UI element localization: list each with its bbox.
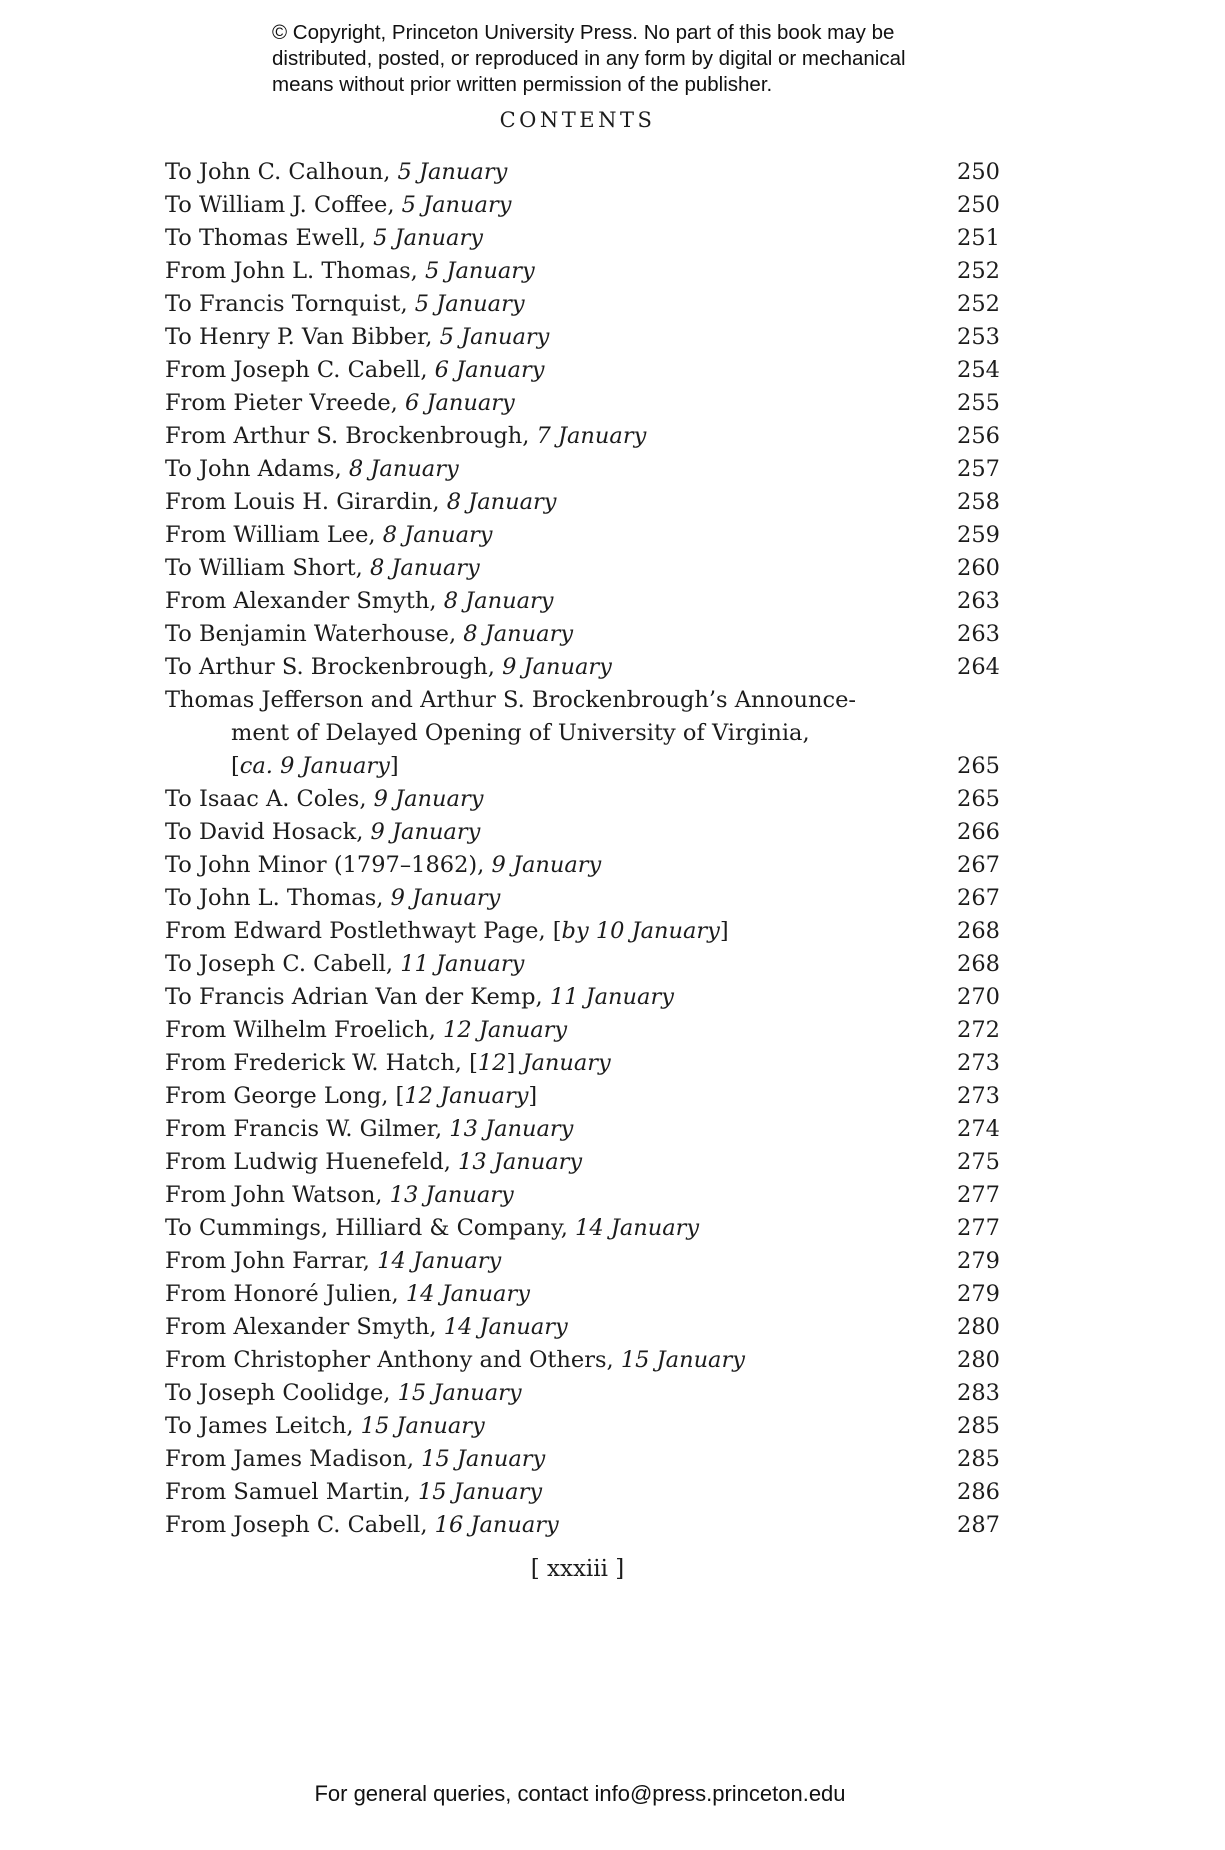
toc-entry-page: 267 [957, 852, 1000, 878]
toc-entry-page: 257 [957, 456, 1000, 482]
toc-entry-date: 15 January [360, 1413, 485, 1439]
toc-entry-announcement [165, 684, 1000, 783]
toc-entry-date: 8 January [443, 588, 554, 614]
toc-entry [165, 1443, 1000, 1476]
footer-contact: For general queries, contact info@press.princeton.edu [314, 1781, 846, 1806]
toc-entry: From Edward Postlethwayt Page, [by 10 January] 268 [165, 915, 1000, 948]
toc-entry [165, 552, 1000, 585]
toc-entry-title: From Pieter Vreede, [165, 390, 405, 416]
toc-entry-page: 277 [957, 1215, 1000, 1241]
toc-entry-date: 13 January [458, 1149, 583, 1175]
toc-entry-date: 12 [477, 1050, 507, 1076]
toc-entry [165, 519, 1000, 552]
toc-entry-title: From Arthur S. Brockenbrough, [165, 423, 537, 449]
toc-entry-page: 280 [957, 1314, 1000, 1340]
toc-entry-page: 256 [957, 423, 1000, 449]
toc-entry-date: 9 January [502, 654, 612, 680]
toc-entry-page: 268 [957, 918, 1000, 944]
toc-entry-date: 6 January [434, 357, 545, 383]
toc-entry-title: Thomas Jefferson and Arthur S. Brockenbrough’s Announce- [165, 687, 857, 713]
toc-entry-page: 279 [957, 1281, 1000, 1307]
toc-entry-page: 263 [957, 621, 1000, 647]
table-of-contents [165, 156, 1000, 1542]
toc-entry [165, 1245, 1000, 1278]
toc-entry-title: From Frederick W. Hatch, [ [165, 1050, 478, 1076]
toc-entry-page: 260 [957, 555, 1000, 581]
toc-entry-title: To John Minor (1797–1862), [165, 852, 492, 878]
toc-entry [165, 1179, 1000, 1212]
toc-entry-title: To Thomas Ewell, [165, 225, 374, 251]
toc-entry-page: 268 [957, 951, 1000, 977]
toc-entry-date: 15 January [417, 1479, 543, 1505]
toc-group [165, 1113, 1000, 1542]
toc-entry-date: 15 January [620, 1347, 745, 1373]
toc-entry [165, 816, 1000, 849]
toc-entry-page: 285 [957, 1446, 1000, 1472]
toc-entry-title: To Benjamin Waterhouse, [165, 621, 464, 647]
toc-entry-title: From George Long, [ [165, 1083, 405, 1109]
toc-entry-date: 11 January [400, 951, 525, 977]
toc-entry-page: 251 [957, 225, 1000, 251]
toc-entry [165, 486, 1000, 519]
toc-entry-date: 8 January [369, 555, 480, 581]
toc-entry [165, 1146, 1000, 1179]
toc-entry [165, 1311, 1000, 1344]
toc-entry-title: To John L. Thomas, [165, 885, 391, 911]
toc-entry [165, 1344, 1000, 1377]
toc-entry-title: From James Madison, [165, 1446, 422, 1472]
toc-entry-title: To Joseph C. Cabell, [165, 951, 401, 977]
toc-entry-page: 259 [957, 522, 1000, 548]
toc-entry [165, 1476, 1000, 1509]
toc-group [165, 948, 1000, 1047]
toc-entry [165, 651, 1000, 684]
toc-entry-date: 12 January [404, 1083, 529, 1109]
toc-entry-title: From Christopher Anthony and Others, [165, 1347, 621, 1373]
toc-entry-title: To William Short, [165, 555, 370, 581]
toc-entry-title: From Wilhelm Froelich, [165, 1017, 444, 1043]
toc-entry-title: From Samuel Martin, [165, 1479, 418, 1505]
toc-entry-title: From Edward Postlethwayt Page, [ [165, 918, 562, 944]
toc-entry: From George Long, [12 January] 273 [165, 1080, 1000, 1113]
toc-entry-page: 277 [957, 1182, 1000, 1208]
toc-entry-date: ca. 9 January [239, 753, 390, 779]
toc-entry-page: 252 [957, 291, 1000, 317]
toc-entry [165, 618, 1000, 651]
toc-entry-date: 9 January [491, 852, 602, 878]
toc-entry-date: 6 January [404, 390, 515, 416]
toc-entry-title: From Francis W. Gilmer, [165, 1116, 450, 1142]
toc-entry-title: From Honoré Julien, [165, 1281, 406, 1307]
toc-entry-title: To Isaac A. Coles, [165, 786, 374, 812]
toc-entry-page: 283 [957, 1380, 1000, 1406]
toc-entry [165, 882, 1000, 915]
toc-entry [165, 783, 1000, 816]
toc-entry-date: 14 January [377, 1248, 502, 1274]
toc-entry-page: 273 [957, 1083, 1000, 1109]
toc-entry-title: To John C. Calhoun, [165, 159, 398, 185]
toc-entry-title: To Cummings, Hilliard & Company, [165, 1215, 576, 1241]
toc-entry-page: 252 [957, 258, 1000, 284]
toc-entry-date: 14 January [575, 1215, 700, 1241]
toc-entry-page: 265 [957, 786, 1000, 812]
copyright-notice [272, 20, 972, 98]
toc-entry-page: 265 [957, 753, 1000, 779]
toc-entry-date: 5 January [414, 291, 525, 317]
toc-entry-date: 16 January [434, 1512, 559, 1538]
toc-entry-title: From Joseph C. Cabell, [165, 1512, 435, 1538]
toc-group [165, 156, 1000, 684]
toc-entry-date: 8 January [382, 522, 493, 548]
toc-entry [165, 981, 1000, 1014]
toc-entry-page: 254 [957, 357, 1000, 383]
toc-group [165, 783, 1000, 915]
toc-entry [165, 1377, 1000, 1410]
toc-entry-date-line: [ca. 9 January] [231, 753, 399, 779]
toc-entry [165, 255, 1000, 288]
toc-entry [165, 1014, 1000, 1047]
toc-entry [165, 321, 1000, 354]
toc-entry-date: 14 January [405, 1281, 530, 1307]
toc-entry-title: To Henry P. Van Bibber, [165, 324, 440, 350]
toc-entry-date: 15 January [421, 1446, 546, 1472]
toc-entry [165, 189, 1000, 222]
toc-entry-date: January [522, 1050, 611, 1076]
toc-entry-title: To Francis Adrian Van der Kemp, [165, 984, 550, 1010]
toc-entry-date: 13 January [449, 1116, 574, 1142]
toc-entry [165, 156, 1000, 189]
toc-entry-date: 13 January [389, 1182, 514, 1208]
toc-entry-date: 9 January [390, 885, 501, 911]
toc-entry-page: 250 [957, 192, 1000, 218]
toc-entry-page: 272 [957, 1017, 1000, 1043]
toc-entry-page: 274 [957, 1116, 1000, 1142]
toc-entry [165, 849, 1000, 882]
toc-entry-date: 5 January [401, 192, 512, 218]
toc-entry-page: 280 [957, 1347, 1000, 1373]
toc-entry-date: by 10 January [561, 918, 720, 944]
toc-entry-title: To Francis Tornquist, [165, 291, 415, 317]
toc-entry-page: 266 [957, 819, 1000, 845]
toc-entry-title: From Alexander Smyth, [165, 1314, 444, 1340]
toc-entry-date: 8 January [446, 489, 557, 515]
toc-entry [165, 387, 1000, 420]
toc-entry-title: To David Hosack, [165, 819, 371, 845]
toc-entry [165, 1410, 1000, 1443]
toc-entry-title-continued: ment of Delayed Opening of University of Virginia, [231, 720, 810, 746]
toc-entry [165, 1113, 1000, 1146]
toc-entry [165, 585, 1000, 618]
toc-entry [165, 420, 1000, 453]
toc-entry-date: 5 January [425, 258, 535, 284]
toc-entry-title: From Louis H. Girardin, [165, 489, 447, 515]
toc-entry-date: 5 January [439, 324, 550, 350]
toc-entry [165, 1278, 1000, 1311]
toc-entry-page: 250 [957, 159, 1000, 185]
toc-entry-title: To James Leitch, [165, 1413, 361, 1439]
copyright-line: means without prior written permission of the publisher. [272, 73, 773, 96]
toc-entry-page: 275 [957, 1149, 1000, 1175]
toc-entry-title: To William J. Coffee, [165, 192, 402, 218]
toc-entry-page: 270 [957, 984, 1000, 1010]
toc-entry-date: 14 January [443, 1314, 568, 1340]
toc-entry [165, 453, 1000, 486]
toc-entry [165, 948, 1000, 981]
toc-entry-title: From Alexander Smyth, [165, 588, 444, 614]
toc-entry-title: From Joseph C. Cabell, [165, 357, 435, 383]
toc-entry-date: 11 January [549, 984, 674, 1010]
page-heading: CONTENTS [499, 108, 656, 132]
toc-entry-date: 5 January [373, 225, 483, 251]
toc-entry-date: 5 January [397, 159, 508, 185]
toc-entry-title: From William Lee, [165, 522, 383, 548]
toc-entry-page: 287 [957, 1512, 1000, 1538]
toc-entry-page: 267 [957, 885, 1000, 911]
toc-entry-page: 273 [957, 1050, 1000, 1076]
toc-entry-date: 8 January [463, 621, 574, 647]
copyright-line: © Copyright, Princeton University Press. No part of this book may be [272, 21, 895, 44]
toc-entry-date: 8 January [348, 456, 459, 482]
toc-entry-title: To Joseph Coolidge, [165, 1380, 398, 1406]
toc-entry-page: 285 [957, 1413, 1000, 1439]
toc-entry-title: From John L. Thomas, [165, 258, 425, 284]
toc-entry-page: 253 [957, 324, 1000, 350]
toc-entry-page: 263 [957, 588, 1000, 614]
toc-entry [165, 1212, 1000, 1245]
toc-entry-page: 279 [957, 1248, 1000, 1274]
toc-entry-date: 12 January [443, 1017, 568, 1043]
toc-entry-title: To Arthur S. Brockenbrough, [165, 654, 503, 680]
toc-entry [165, 1509, 1000, 1542]
toc-entry-page: 264 [957, 654, 1000, 680]
toc-entry: From Frederick W. Hatch, [12] January 273 [165, 1047, 1000, 1080]
toc-entry-title: From John Watson, [165, 1182, 390, 1208]
toc-entry-title: From Ludwig Huenefeld, [165, 1149, 459, 1175]
copyright-line: distributed, posted, or reproduced in any form by digital or mechanical [272, 47, 906, 70]
toc-entry-page: 258 [957, 489, 1000, 515]
toc-entry-date: 9 January [370, 819, 481, 845]
toc-entry [165, 222, 1000, 255]
toc-entry-date: 9 January [373, 786, 484, 812]
toc-entry-date: 15 January [397, 1380, 522, 1406]
toc-entry-date: 7 January [536, 423, 647, 449]
toc-entry [165, 354, 1000, 387]
toc-entry-page: 286 [957, 1479, 1000, 1505]
toc-entry [165, 288, 1000, 321]
page-number: [ xxxiii ] [530, 1556, 625, 1582]
toc-entry-page: 255 [957, 390, 1000, 416]
toc-entry-title: To John Adams, [165, 456, 349, 482]
toc-entry-title: From John Farrar, [165, 1248, 378, 1274]
